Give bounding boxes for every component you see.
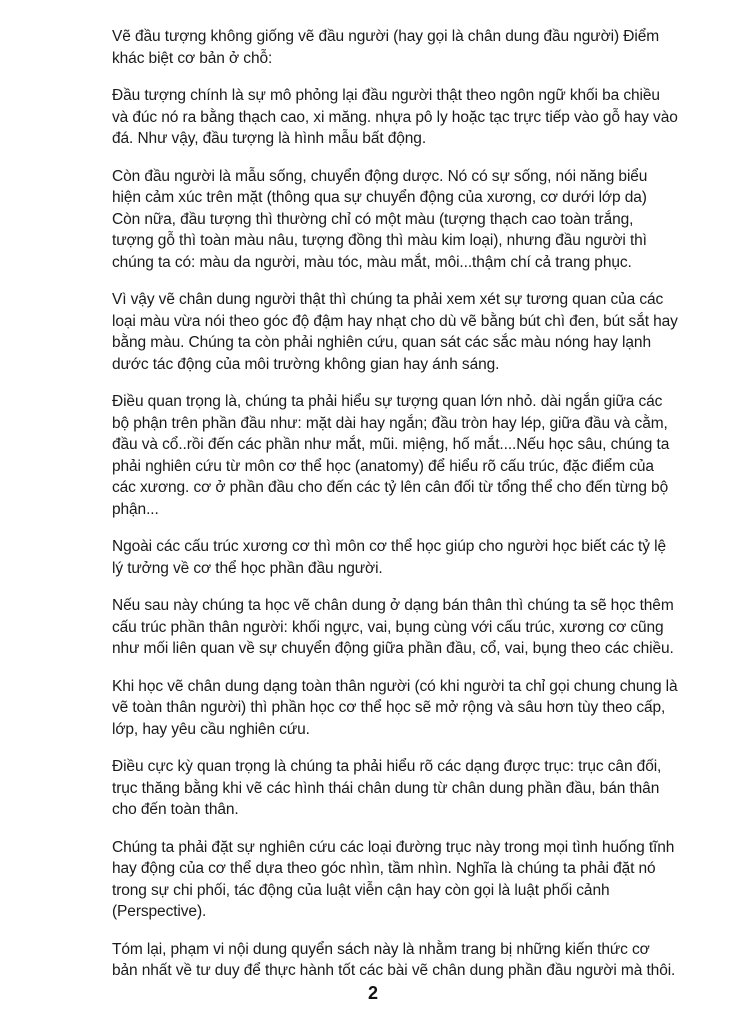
paragraph-conclusion: Tóm lại, phạm vi nội dung quyển sách này là nhằm trang bị những kiến thức cơ bản nhất về tư duy để thực hành tốt các bài vẽ chân dung phần đầu người mà thôi. [112,940,676,979]
paragraph-living-head: Còn đầu người là mẫu sống, chuyển động dược. Nó có sự sống, nói năng biểu hiện cảm xúc trên mặt (thông qua sự chuyển động của xương, cơ dưới lớp da) Còn nữa, đầu tượng thì thường chỉ có một màu (tượng thạch cao toàn trắng, tượng gỗ thì toàn màu nâu, tượng đồng thì màu kim loại), nhưng đầu người thì chúng ta có: màu da người, màu tóc, màu mắt, môi...thậm chí cả trang phục. [112,167,648,271]
paragraph-perspective: Chúng ta phải đặt sự nghiên cứu các loại đường trục này trong mọi tình huống tĩnh hay động của cơ thể dựa theo góc nhìn, tầm nhìn. Nghĩa là chúng ta phải đặt nó trong sự chi phối, tác động của luật viễn cận hay còn gọi là luật phối cảnh (Perspective). [112,838,675,920]
paragraph-intro: Vẽ đầu tượng không giống vẽ đầu người (hay gọi là chân dung đầu người) Điểm khác biệt cơ bản ở chỗ: [112,28,660,67]
page-number: 2 [367,983,378,1003]
paragraph-color-study: Vì vậy vẽ chân dung người thật thì chúng ta phải xem xét sự tương quan của các loại màu vừa nói theo góc độ đậm hay nhạt cho dù vẽ bằng bút chì đen, bút sắt hay bằng màu. Chúng ta còn phải nghiên cứu, quan sát các sắc màu nóng hay lạnh dước tác động của môi trường không gian hay ánh sáng. [112,291,678,373]
paragraph-statue-head: Đầu tượng chính là sự mô phỏng lại đầu người thật theo ngôn ngữ khối ba chiều và đúc nó ra bằng thạch cao, xi măng. nhựa pô ly hoặc tạc trực tiếp vào gỗ hay vào đá. Như vậy, đầu tượng là hình mẫu bất động. [112,87,678,147]
paragraph-full-body: Khi học vẽ chân dung dạng toàn thân người (có khi người ta chỉ gọi chung chung là vẽ toàn thân người) thì phần học cơ thể học sẽ mở rộng và sâu hơn tùy theo cấp, lớp, hay yêu cầu nghiên cứu. [112,677,678,738]
paragraph-proportions: Điều quan trọng là, chúng ta phải hiểu sự tượng quan lớn nhỏ. dài ngắn giữa các bộ phận trên phần đầu như: mặt dài hay ngắn; đầu tròn hay lép, giữa đầu và cằm, đầu và cổ..rồi đến các phần như mắt, mũi. miệng, hố mắt....Nếu học sâu, chúng ta phải nghiên cứu từ môn cơ thể học (anatomy) để hiểu rõ cấu trúc, đặc điểm của các xương. cơ ở phần đầu cho đến các tỷ lên cân đối từ tổng thể cho đến từng bộ phận... [112,393,670,518]
paragraph-anatomy: Ngoài các cấu trúc xương cơ thì môn cơ thể học giúp cho người học biết các tỷ lệ lý tưởng về cơ thể học phần đầu người. [112,538,666,577]
paragraph-axes: Điều cực kỳ quan trọng là chúng ta phải hiểu rõ các dạng được trục: trục cân đối, trục thăng bằng khi vẽ các hình thái chân dung từ chân dung phần đầu, bán thân cho đến toàn thân. [112,758,662,818]
page-body [112,26,678,998]
paragraph-half-body: Nếu sau này chúng ta học vẽ chân dung ở dạng bán thân thì chúng ta sẽ học thêm cấu trúc phần thân người: khối ngực, vai, bụng cùng với cấu trúc, xương cơ cũng như mối liên quan về sự chuyển động giữa phần đầu, cổ, vai, bụng theo các chiều. [112,597,674,657]
